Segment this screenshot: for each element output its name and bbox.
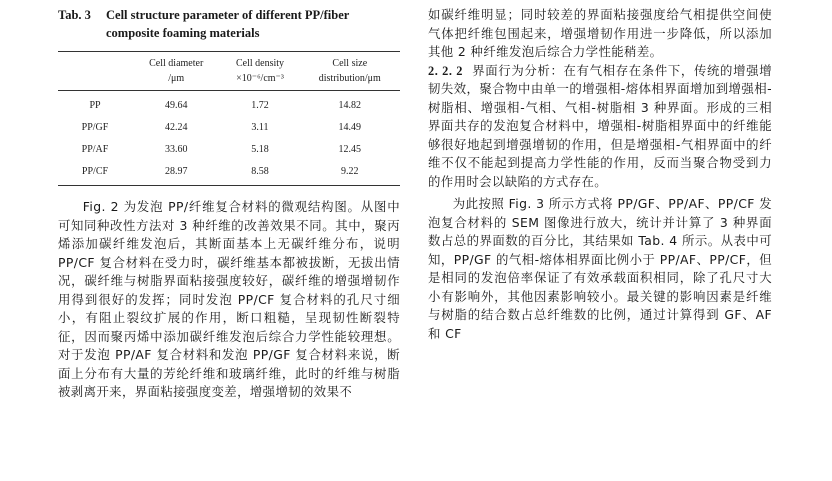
- table-row: [58, 91, 400, 117]
- table-cell: 1.72: [251, 99, 269, 111]
- section-text: 在有气相存在条件下，传统的增强增韧失效，聚合物中由单一的增强相-熔体相界面增加到增强相-树脂相、增强相-气相、气相-树脂相 3 种界面。形成的三相界面共存的发泡复合材料中，增强相-树脂相界面中的纤维能够很好地起到增强增韧的作用，但是增强相-气相界面中的纤维不仅不能起到提高力学性能的作用，反而当聚合物受到力的作用时会以缺陷的方式存在。: [428, 62, 772, 189]
- left-column: [58, 6, 400, 402]
- column-unit: /μm: [132, 71, 220, 91]
- table-cell: 33.60: [164, 143, 188, 155]
- table-row: [58, 116, 400, 138]
- section-heading: 界面行为分析：: [472, 62, 564, 78]
- body-paragraph-continued: 如碳纤维明显；同时较差的界面粘接强度给气相提供空间使气体把纤维包围起来，增强增韧作用进一步降低，所以添加其他 2 种纤维发泡后综合力学性能稍差。: [428, 7, 772, 59]
- table-row: [58, 138, 400, 160]
- table-cell: 8.58: [220, 160, 299, 186]
- body-paragraph-fig3: 为此按照 Fig. 3 所示方式将 PP/GF、PP/AF、PP/CF 发泡复合材料的 SEM 图像进行放大，统计并计算了 3 种界面数占总的界面数的百分比，其结果如 Tab. 4 所示。从表中可知，PP/GF 的气相-熔体相界面比例小于 PP/AF、PP/CF，但是相同的发泡倍率保证了有效承载面积相同，除了孔尺寸大小有影响外，其他因素影响较小。最关键的影响因素是纤维与树脂的结合数占总纤维数的比例，通过计算得到 GF、AF 和 CF: [428, 196, 772, 341]
- column-unit: [58, 71, 132, 91]
- table-cell: 14.49: [338, 121, 362, 133]
- column-header: Cell diameter: [132, 52, 220, 72]
- table-caption: [58, 6, 400, 42]
- table-cell: PP: [89, 99, 101, 111]
- body-paragraph-fig2: Fig. 2 为发泡 PP/纤维复合材料的微观结构图。从图中可知同种改性方法对 3 种纤维的改善效果不同。其中，聚丙烯添加碳纤维发泡后，其断面基本上无碳纤维分布，说明 PP/CF 复合材料在受力时，碳纤维基本都被拔断，无拔出情况，碳纤维与树脂界面粘接强度较好，碳纤维的增强增韧作用得到很好的发挥；同时发泡 PP/CF 复合材料的孔尺寸细小，有阻止裂纹扩展的作用，断口粗糙，呈现韧性断裂特征，因而聚丙烯中添加碳纤维发泡后综合力学性能较理想。对于发泡 PP/AF 复合材料和发泡 PP/GF 复合材料来说，断面上分布有大量的芳纶纤维和玻璃纤维，此时的纤维与树脂被剥离开来，界面粘接强度变差，增强增韧的效果不: [58, 199, 400, 399]
- column-header: Cell size: [300, 52, 400, 72]
- table-cell: 28.97: [132, 160, 220, 186]
- table-cell: 3.11: [251, 121, 269, 133]
- table-cell: 14.82: [338, 99, 362, 111]
- table-title: Cell structure parameter of different PP/fiber composite foaming materials: [106, 8, 350, 40]
- table-row: [58, 160, 400, 186]
- column-unit: ×10⁻⁶/cm⁻³: [220, 71, 299, 91]
- table-cell: PP/CF: [58, 160, 132, 186]
- table-cell: 42.24: [164, 121, 188, 133]
- table-cell: 5.18: [251, 143, 269, 155]
- table-cell: 9.22: [300, 160, 400, 186]
- column-header: [58, 52, 132, 72]
- column-unit: distribution/μm: [300, 71, 400, 91]
- table-cell: PP/AF: [81, 143, 109, 155]
- table-cell: 49.64: [164, 99, 188, 111]
- table-cell: PP/GF: [81, 121, 109, 133]
- table-label: Tab. 3: [58, 8, 91, 22]
- column-header: Cell density: [220, 52, 299, 72]
- table-cell: 12.45: [338, 143, 362, 155]
- section-2-2-2: [428, 62, 772, 192]
- cell-structure-table: [58, 51, 400, 186]
- section-number: 2. 2. 2: [428, 63, 463, 78]
- right-column: [428, 6, 772, 343]
